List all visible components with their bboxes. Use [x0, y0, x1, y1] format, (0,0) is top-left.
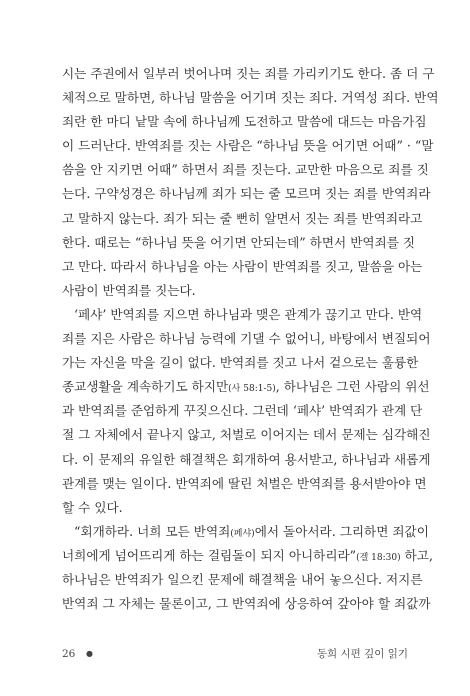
- line-segment: “회개하라. 너희 모든 반역죄: [74, 523, 231, 539]
- line-segment: 하고,: [400, 547, 433, 563]
- text-line: 한다. 때로는 “하나님 뜻을 어기면 안되는데” 하면서 반역죄를 짓: [62, 234, 416, 250]
- line-segment: 종교생활을 계속하기도 하지만: [62, 379, 229, 395]
- text-line: 가는 자신을 막을 길이 없다. 반역죄를 짓고 나서 겉으로는 훌륭한: [62, 355, 419, 371]
- scripture-reference: (사 58:1-5): [228, 384, 276, 395]
- scripture-reference: (페샤): [230, 528, 255, 539]
- line-segment: 에서 돌아서라. 그리하면 죄값이: [254, 523, 429, 539]
- text-line: 과 반역죄를 준엄하게 꾸짖으신다. 그런데 ‘페샤’ 반역죄가 관계 단: [62, 403, 423, 419]
- text-line: 고 만다. 따라서 하나님을 아는 사람이 반역죄를 짓고, 말씀을 아는: [62, 258, 423, 274]
- text-line: 죄를 지은 사람은 하나님 능력에 기댈 수 없어니, 바탕에서 변질되어: [62, 331, 431, 347]
- text-line: 고 말하지 않는다. 죄가 되는 줄 뻔히 알면서 짓는 죄를 반역죄라고: [62, 210, 423, 226]
- text-line: 는다. 구약성경은 하나님께 죄가 되는 줄 모르며 짓는 죄를 반역죄라: [62, 186, 431, 202]
- text-line: 관계를 맺는 일이다. 반역죄에 딸린 처벌은 반역죄를 용서받아야 면: [62, 475, 427, 491]
- text-line: [62, 544, 433, 568]
- text-line: 이 드러난다. 반역죄를 짓는 사람은 “하나님 뜻을 어기면 어때” · “말: [62, 138, 434, 154]
- line-segment: 너희에게 넘어뜨리게 하는 걸림돌이 되지 아니하리라”: [62, 547, 357, 563]
- text-line: 씀을 안 지키면 어때” 하면서 죄를 짓는다. 교만한 마음으로 죄를 짓: [62, 162, 429, 178]
- text-line: 사람이 반역죄를 짓는다.: [62, 282, 196, 298]
- text-line: [62, 375, 430, 399]
- footer-dot: ●: [86, 649, 93, 658]
- text-line: [62, 520, 429, 544]
- text-line: 체적으로 말하면, 하나님 말씀을 어기며 짓는 죄다. 거역성 죄다. 반역: [62, 90, 439, 106]
- page-number: 26: [62, 648, 76, 660]
- scripture-reference: (겔 18:30): [356, 552, 401, 563]
- text-line: 다. 이 문제의 유일한 해결책은 회개하여 용서받고, 하나님과 새롭게: [62, 451, 431, 467]
- text-line: ‘페샤’ 반역죄를 지으면 하나님과 맺은 관계가 끊기고 만다. 반역: [74, 306, 423, 322]
- page-footer: [62, 646, 408, 662]
- text-line: 절 그 자체에서 끝나지 않고, 처벌로 이어지는 데서 문제는 심각해진: [62, 427, 431, 443]
- text-line: 시는 주권에서 일부러 벗어나며 짓는 죄를 가리키기도 한다. 좀 더 구: [62, 66, 435, 81]
- body-text: [62, 62, 439, 616]
- running-title: 동희 시편 깊이 읽기: [316, 648, 408, 660]
- text-line: 반역죄 그 자체는 물론이고, 그 반역죄에 상응하여 갚아야 할 죄값까: [62, 596, 431, 612]
- text-line: 죄란 한 마디 낱말 속에 하나님께 도전하고 말씀에 대드는 마음가짐: [62, 114, 427, 130]
- text-line: 할 수 있다.: [62, 499, 123, 515]
- line-segment: , 하나님은 그런 사람의 위선: [275, 379, 430, 395]
- text-line: 하나님은 반역죄가 일으킨 문제에 해결책을 내어 놓으신다. 저지른: [62, 571, 423, 587]
